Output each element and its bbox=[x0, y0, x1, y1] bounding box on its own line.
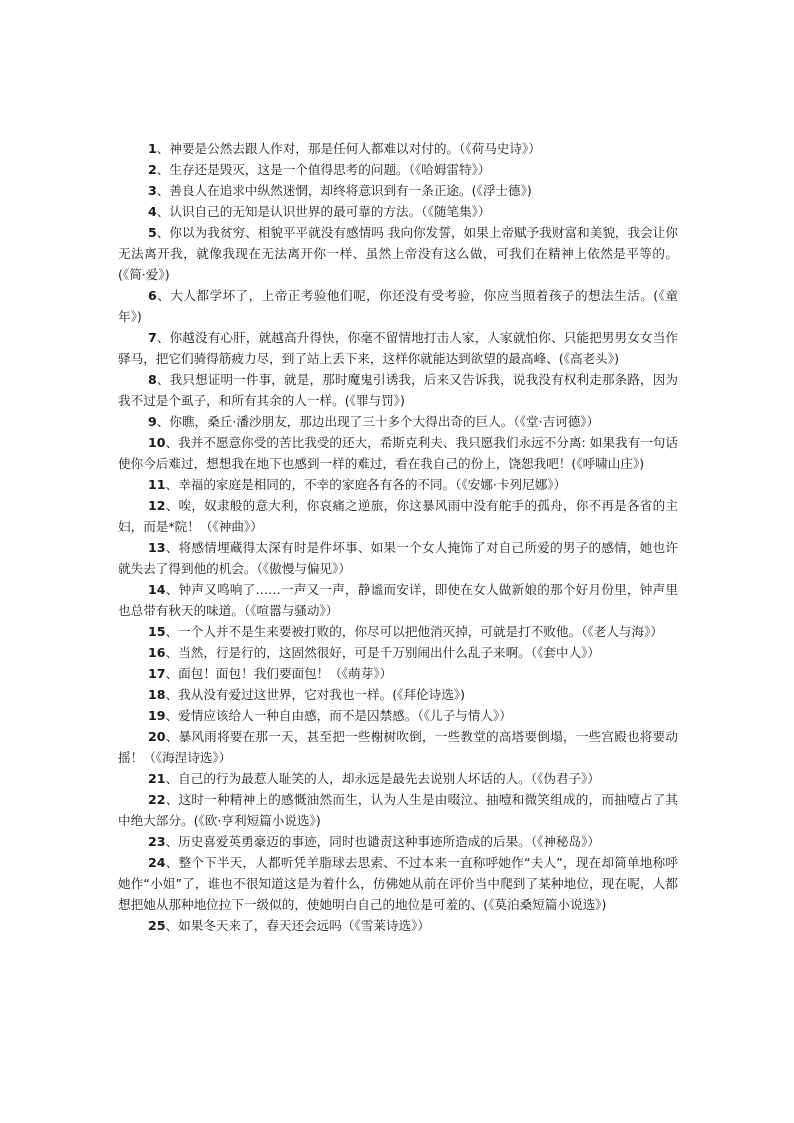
quote-paragraph bbox=[118, 726, 678, 768]
quote-text: 、神要是公然去跟人作对，那是任何人都难以对付的。（《荷马史诗》） bbox=[156, 141, 541, 156]
quote-list bbox=[118, 138, 678, 936]
quote-paragraph bbox=[118, 537, 678, 579]
quote-paragraph bbox=[118, 222, 678, 285]
quote-paragraph bbox=[118, 831, 678, 852]
quote-paragraph bbox=[118, 327, 678, 369]
quote-paragraph bbox=[118, 768, 678, 789]
quote-paragraph bbox=[118, 684, 678, 705]
quote-number: 19 bbox=[148, 708, 166, 723]
quote-number: 17 bbox=[148, 666, 166, 681]
quote-text: 、钟声又鸣响了……一声又一声，静谧而安详，即使在女人做新娘的那个好月份里，钟声里也总带有秋天的味道。（《喧嚣与骚动》） bbox=[118, 582, 678, 618]
quote-number: 24 bbox=[148, 855, 166, 870]
quote-text: 、将感情埋藏得太深有时是件坏事、如果一个女人掩饰了对自己所爱的男子的感情，她也许就失去了得到他的机会。（《傲慢与偏见》） bbox=[118, 540, 678, 576]
quote-paragraph bbox=[118, 474, 678, 495]
quote-text: 、我只想证明一件事，就是，那时魔鬼引诱我，后来又告诉我，说我没有权利走那条路，因为我不过是个虱子，和所有其余的人一样。(《罪与罚》) bbox=[118, 372, 678, 408]
quote-text: 、善良人在追求中纵然迷惘，却终将意识到有一条正途。(《浮士德》) bbox=[156, 183, 532, 198]
quote-text: 、爱情应该给人一种自由感，而不是囚禁感。（《儿子与情人》） bbox=[165, 708, 512, 723]
quote-number: 5 bbox=[148, 225, 157, 240]
quote-text: 、当然，行是行的，这固然很好，可是千万别闹出什么乱子来啊。（《套中人》） bbox=[165, 645, 601, 660]
quote-paragraph bbox=[118, 432, 678, 474]
quote-number: 10 bbox=[148, 435, 166, 450]
quote-text: 、整个下半天，人都听凭羊脂球去思索、不过本来一直称呼她作“夫人”，现在却简单地称呼她作“小姐”了，谁也不很知道这是为着什么，仿佛她从前在评价当中爬到了某种地位，现在呢，人都想把她从那种地位拉下一级似的，使她明白自己的地位是可羞的、(《莫泊桑短篇小说选》) bbox=[118, 855, 678, 912]
quote-paragraph bbox=[118, 159, 678, 180]
quote-paragraph bbox=[118, 579, 678, 621]
quote-text: 、我从没有爱过这世界，它对我也一样。(《拜伦诗选》) bbox=[165, 687, 466, 702]
quote-number: 15 bbox=[148, 624, 166, 639]
quote-paragraph bbox=[118, 180, 678, 201]
quote-paragraph bbox=[118, 663, 678, 684]
quote-number: 3 bbox=[148, 183, 157, 198]
quote-paragraph bbox=[118, 621, 678, 642]
quote-text: 、大人都学坏了，上帝正考验他们呢，你还没有受考验，你应当照着孩子的想法生活。(《童年》) bbox=[118, 288, 678, 324]
quote-number: 11 bbox=[148, 477, 166, 492]
quote-number: 7 bbox=[148, 330, 157, 345]
quote-paragraph bbox=[118, 852, 678, 915]
quote-paragraph bbox=[118, 369, 678, 411]
quote-number: 12 bbox=[148, 498, 166, 513]
quote-number: 20 bbox=[148, 729, 166, 744]
quote-number: 18 bbox=[148, 687, 166, 702]
quote-text: 、认识自己的无知是认识世界的最可靠的方法。（《随笔集》） bbox=[156, 204, 491, 219]
quote-text: 、面包！面包！我们要面包！（《萌芽》） bbox=[165, 666, 393, 681]
quote-number: 14 bbox=[148, 582, 166, 597]
quote-text: 、一个人并不是生来要被打败的，你尽可以把他消灭掉，可就是打不败他。（《老人与海》） bbox=[165, 624, 663, 639]
quote-text: 、如果冬天来了，春天还会远吗（《雪莱诗选》） bbox=[165, 918, 430, 933]
quote-number: 4 bbox=[148, 204, 157, 219]
quote-number: 2 bbox=[148, 162, 157, 177]
quote-number: 23 bbox=[148, 834, 166, 849]
quote-number: 8 bbox=[148, 372, 157, 387]
quote-text: 、历史喜爱英勇豪迈的事迹，同时也谴责这种事迹所造成的后果。（《神秘岛》） bbox=[165, 834, 601, 849]
quote-text: 、唉，奴隶般的意大利，你哀痛之逆旅，你这暴风雨中没有舵手的孤舟，你不再是各省的主妇，而是*院！（《神曲》） bbox=[118, 498, 678, 534]
quote-number: 16 bbox=[148, 645, 166, 660]
quote-paragraph bbox=[118, 495, 678, 537]
quote-number: 1 bbox=[148, 141, 157, 156]
quote-text: 、我并不愿意你受的苦比我受的还大，希斯克利夫、我只愿我们永远不分离: 如果我有一句话使你今后难过，想想我在地下也感到一样的难过，看在我自己的份上，饶恕我吧！(《呼啸山庄》) bbox=[118, 435, 678, 471]
quote-paragraph bbox=[118, 138, 678, 159]
quote-number: 22 bbox=[148, 792, 166, 807]
quote-number: 25 bbox=[148, 918, 166, 933]
quote-paragraph bbox=[118, 285, 678, 327]
quote-number: 6 bbox=[148, 288, 157, 303]
quote-text: 、你以为我贫穷、相貌平平就没有感情吗 我向你发誓，如果上帝赋予我财富和美貌，我会让你无法离开我，就像我现在无法离开你一样、虽然上帝没有这么做，可我们在精神上依然是平等的。(《简·爱》) bbox=[118, 225, 678, 282]
quote-text: 、自己的行为最惹人耻笑的人，却永远是最先去说别人坏话的人。（《伪君子》） bbox=[165, 771, 601, 786]
quote-paragraph bbox=[118, 915, 678, 936]
quote-number: 9 bbox=[148, 414, 157, 429]
quote-paragraph bbox=[118, 789, 678, 831]
quote-number: 13 bbox=[148, 540, 166, 555]
quote-paragraph bbox=[118, 411, 678, 432]
quote-text: 、暴风雨将要在那一天，甚至把一些榭树吹倒，一些教堂的高塔要倒塌，一些宫殿也将要动摇！（《海涅诗选》） bbox=[118, 729, 678, 765]
quote-paragraph bbox=[118, 705, 678, 726]
quote-number: 21 bbox=[148, 771, 166, 786]
quote-text: 、你瞧，桑丘·潘沙朋友，那边出现了三十多个大得出奇的巨人。（《堂·吉诃德》） bbox=[156, 414, 600, 429]
quote-text: 、你越没有心肝，就越高升得快，你毫不留情地打击人家，人家就怕你、只能把男男女女当作驿马，把它们骑得筋疲力尽，到了站上丢下来，这样你就能达到欲望的最高峰、(《高老头》) bbox=[118, 330, 678, 366]
quote-text: 、幸福的家庭是相同的，不幸的家庭各有各的不同。（《安娜·卡列尼娜》） bbox=[165, 477, 567, 492]
quote-paragraph bbox=[118, 201, 678, 222]
quote-paragraph bbox=[118, 642, 678, 663]
quote-text: 、这时一种精神上的感慨油然而生，认为人生是由啜泣、抽噎和微笑组成的，而抽噎占了其中绝大部分。(《欧·亨利短篇小说选》) bbox=[118, 792, 678, 828]
quote-text: 、生存还是毁灭，这是一个值得思考的问题。（《哈姆雷特》） bbox=[156, 162, 491, 177]
